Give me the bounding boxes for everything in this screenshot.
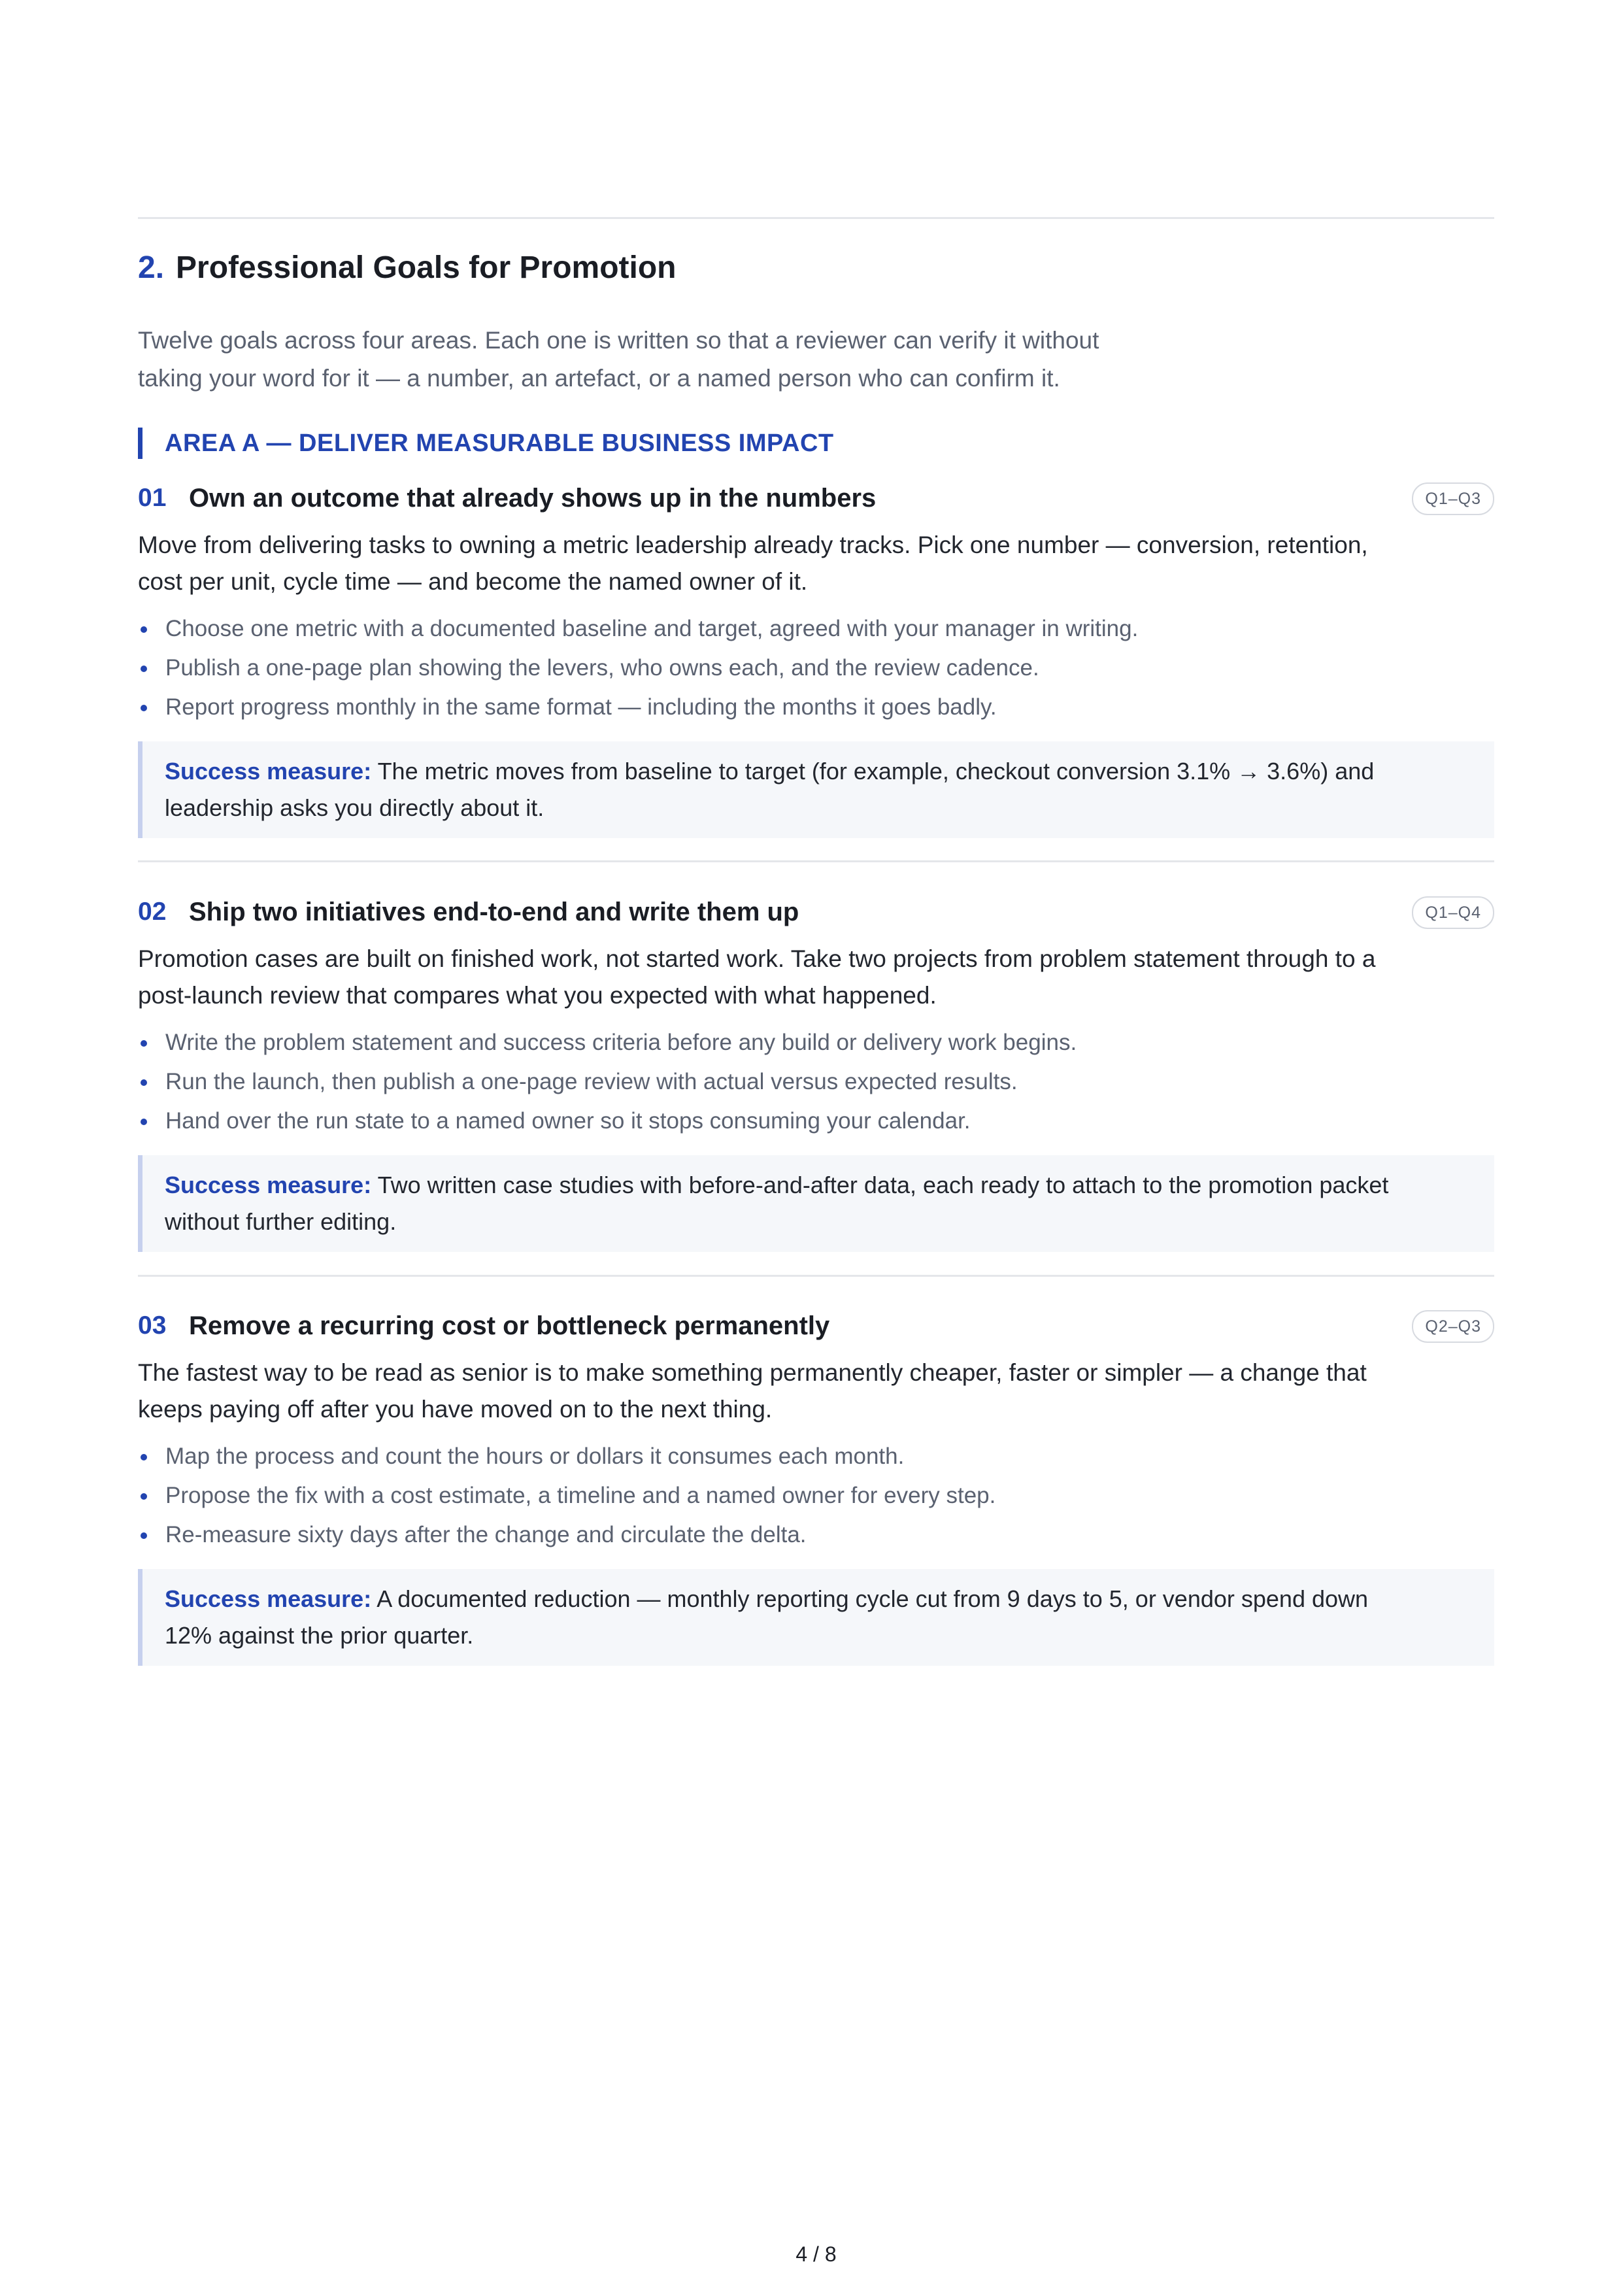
intro-line: Twelve goals across four areas. Each one is written so that a reviewer can verify it without (138, 327, 1099, 354)
success-measure-label: Success measure: (165, 758, 372, 785)
goal-number: 03 (138, 1311, 167, 1340)
success-measure-label: Success measure: (165, 1172, 372, 1198)
description-line: The fastest way to be read as senior is to make something permanently cheaper, faster or simpler — a change that (138, 1359, 1367, 1386)
success-measure-text: Two written case studies with before-and-after data, each ready to attach to the promotion packet (377, 1172, 1389, 1198)
page-number: 4 / 8 (795, 2242, 837, 2266)
bullet-icon (141, 1040, 147, 1047)
goal-divider (138, 860, 1494, 862)
list-item (138, 649, 1494, 688)
section-heading (138, 250, 676, 286)
bullet-icon (141, 666, 147, 672)
quarter-badge: Q1–Q3 (1412, 482, 1494, 515)
list-item (138, 1102, 1494, 1141)
success-measure-text: The metric moves from baseline to target (for example, checkout conversion 3.1% → 3.6%) and (377, 758, 1375, 785)
goal-description (138, 527, 1484, 600)
bullet-icon (141, 1454, 147, 1460)
list-item-text: Map the process and count the hours or dollars it consumes each month. (165, 1443, 905, 1469)
intro-line: taking your word for it — a number, an artefact, or a named person who can confirm it. (138, 365, 1060, 392)
list-item (138, 1476, 1494, 1515)
list-item-text: Write the problem statement and success criteria before any build or delivery work begins. (165, 1030, 1077, 1055)
list-item (138, 1023, 1494, 1062)
list-item-text: Publish a one-page plan showing the levers, who owns each, and the review cadence. (165, 655, 1039, 681)
bullet-icon (141, 1493, 147, 1500)
goal-card (138, 892, 1494, 1252)
list-item-text: Choose one metric with a documented baseline and target, agreed with your manager in writing. (165, 616, 1139, 641)
goal-title: Own an outcome that already shows up in the numbers (189, 484, 877, 513)
goal-action-list (138, 1023, 1494, 1141)
success-measure-text: A documented reduction — monthly reporting cycle cut from 9 days to 5, or vendor spend down (376, 1585, 1369, 1612)
list-item-text: Hand over the run state to a named owner so it stops consuming your calendar. (165, 1108, 971, 1134)
list-item (138, 609, 1494, 649)
list-item-text: Re-measure sixty days after the change and circulate the delta. (165, 1522, 807, 1547)
goal-divider (138, 1275, 1494, 1277)
section-title: Professional Goals for Promotion (176, 250, 677, 285)
goal-header (138, 479, 1494, 518)
list-item (138, 1062, 1494, 1102)
list-item (138, 1437, 1494, 1476)
goal-header (138, 892, 1494, 932)
goal-action-list (138, 609, 1494, 727)
section-number: 2. (138, 250, 165, 285)
quarter-badge: Q1–Q4 (1412, 896, 1494, 929)
bullet-icon (141, 705, 147, 711)
description-line: Move from delivering tasks to owning a metric leadership already tracks. Pick one number — conversion, retention, (138, 532, 1368, 558)
bullet-icon (141, 1079, 147, 1086)
success-measure-line: 12% against the prior quarter. (165, 1622, 474, 1649)
section-intro (138, 322, 1249, 397)
description-line: keeps paying off after you have moved on to the next thing. (138, 1396, 773, 1423)
list-item-text: Propose the fix with a cost estimate, a timeline and a named owner for every step. (165, 1483, 996, 1508)
bullet-icon (141, 1119, 147, 1125)
success-measure-box (138, 1569, 1494, 1666)
goal-title: Ship two initiatives end-to-end and write them up (189, 898, 799, 926)
goal-action-list (138, 1437, 1494, 1555)
document-page (138, 0, 1494, 2296)
description-line: post-launch review that compares what you expected with what happened. (138, 982, 937, 1009)
goal-title: Remove a recurring cost or bottleneck permanently (189, 1311, 830, 1340)
area-heading: AREA A — DELIVER MEASURABLE BUSINESS IMPACT (138, 428, 834, 459)
list-item-text: Run the launch, then publish a one-page review with actual versus expected results. (165, 1069, 1018, 1094)
goal-number: 02 (138, 898, 167, 926)
success-measure-line (165, 1167, 1475, 1204)
header-divider (138, 217, 1494, 219)
list-item-text: Report progress monthly in the same format — including the months it goes badly. (165, 694, 997, 720)
goal-description (138, 1355, 1484, 1428)
success-measure-box (138, 741, 1494, 838)
goal-header (138, 1306, 1494, 1345)
success-measure-line (165, 1581, 1475, 1617)
description-line: cost per unit, cycle time — and become the named owner of it. (138, 568, 808, 595)
success-measure-line: leadership asks you directly about it. (165, 794, 544, 821)
list-item (138, 1515, 1494, 1555)
goal-card (138, 479, 1494, 838)
bullet-icon (141, 626, 147, 633)
success-measure-label: Success measure: (165, 1585, 372, 1612)
description-line: Promotion cases are built on finished work, not started work. Take two projects from problem statement through to a (138, 945, 1376, 972)
list-item (138, 688, 1494, 727)
goal-card (138, 1306, 1494, 1666)
goal-description (138, 941, 1484, 1014)
success-measure-line: without further editing. (165, 1208, 397, 1235)
goal-number: 01 (138, 484, 167, 512)
bullet-icon (141, 1532, 147, 1539)
success-measure-line (165, 753, 1475, 790)
success-measure-box (138, 1155, 1494, 1252)
quarter-badge: Q2–Q3 (1412, 1310, 1494, 1343)
